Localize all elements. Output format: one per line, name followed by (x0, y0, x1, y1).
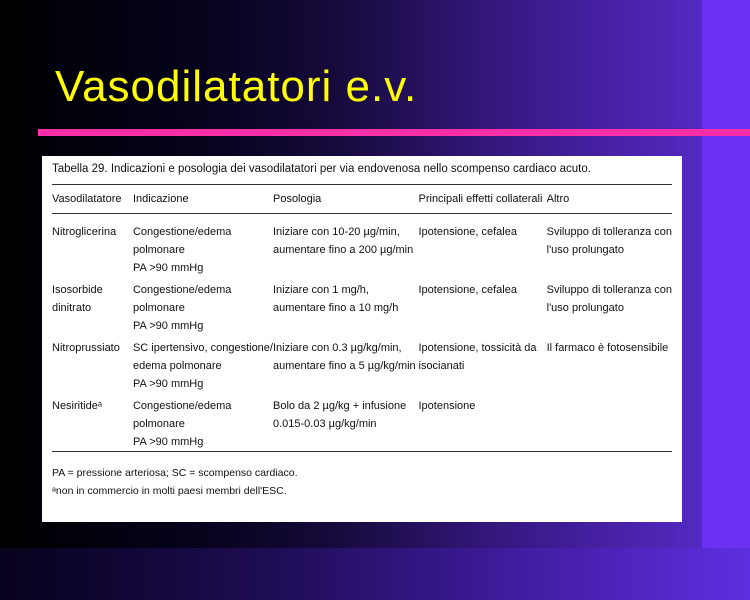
cell-line: Bolo da 2 µg/kg + infusione (272, 400, 407, 412)
column-header-indication: Indicazione (132, 193, 189, 205)
cell-side-effects (419, 393, 547, 452)
cell-other (547, 214, 672, 278)
cell-side-effects (419, 277, 547, 335)
vasodilator-table (52, 185, 672, 452)
right-accent-stripe (702, 0, 750, 600)
cell-line: Iniziare con 10-20 µg/min, (272, 226, 400, 238)
cell-line: isocianati (418, 360, 465, 372)
bottom-band (0, 548, 750, 600)
cell-line: Nitroprussiato (52, 342, 120, 354)
cell-line: l'uso prolungato (546, 302, 624, 314)
title-underline (38, 129, 750, 136)
cell-line: polmonare (132, 302, 185, 314)
column-header-drug: Vasodilatatore (52, 193, 122, 205)
cell-dosage (273, 214, 419, 278)
cell-line: Ipotensione, cefalea (418, 226, 517, 238)
table-row (52, 335, 672, 393)
cell-dosage (273, 335, 419, 393)
cell-line: Sviluppo di tolleranza con (546, 284, 672, 296)
table-caption: Tabella 29. Indicazioni e posologia dei vasodilatatori per via endovenosa nello scompenso cardiaco acuto. (52, 163, 591, 175)
cell-line: PA >90 mmHg (132, 378, 204, 390)
cell-line: Isosorbide (52, 284, 103, 296)
cell-drug (52, 214, 133, 278)
cell-line: PA >90 mmHg (132, 320, 204, 332)
cell-indication (133, 335, 273, 393)
cell-line: PA >90 mmHg (132, 262, 204, 274)
cell-line: SC ipertensivo, congestione/ (132, 342, 273, 354)
cell-indication (133, 277, 273, 335)
table-row (52, 393, 672, 452)
cell-side-effects (419, 214, 547, 278)
cell-line: 0.015-0.03 µg/kg/min (272, 418, 377, 430)
cell-line: Ipotensione, tossicità da (418, 342, 537, 354)
cell-drug (52, 335, 133, 393)
table-image (42, 156, 682, 522)
column-header-side-effects: Principali effetti collaterali (418, 193, 543, 205)
cell-indication (133, 214, 273, 278)
cell-other (547, 277, 672, 335)
column-header-other: Altro (546, 193, 570, 205)
cell-line: Iniziare con 1 mg/h, (272, 284, 369, 296)
table-row (52, 214, 672, 278)
column-header-dosage: Posologia (272, 193, 322, 205)
cell-drug (52, 393, 133, 452)
slide-title: Vasodilatatori e.v. (55, 62, 418, 111)
cell-other (547, 393, 672, 452)
cell-dosage (273, 277, 419, 335)
cell-line: aumentare fino a 200 µg/min (272, 244, 414, 256)
cell-line: Nitroglicerina (52, 226, 117, 238)
table-footnotes (52, 464, 672, 500)
cell-line: Il farmaco è fotosensibile (546, 342, 669, 354)
cell-line: polmonare (132, 244, 185, 256)
cell-side-effects (419, 335, 547, 393)
cell-line: Congestione/edema (132, 226, 232, 238)
cell-line: l'uso prolungato (546, 244, 624, 256)
cell-dosage (273, 393, 419, 452)
cell-line: edema polmonare (132, 360, 222, 372)
cell-line: Sviluppo di tolleranza con (546, 226, 672, 238)
cell-line: Ipotensione, cefalea (418, 284, 517, 296)
cell-line: polmonare (132, 418, 185, 430)
cell-line: dinitrato (52, 302, 92, 314)
cell-line: PA >90 mmHg (132, 436, 204, 448)
cell-line: Iniziare con 0.3 µg/kg/min, (272, 342, 402, 354)
cell-line: Ipotensione (418, 400, 476, 412)
cell-line: aumentare fino a 5 µg/kg/min (272, 360, 416, 372)
cell-other (547, 335, 672, 393)
cell-line: aumentare fino a 10 mg/h (272, 302, 399, 314)
table-row (52, 277, 672, 335)
table-header-row (52, 185, 672, 214)
cell-drug (52, 277, 133, 335)
cell-line: Congestione/edema (132, 284, 232, 296)
footnote-abbreviations: PA = pressione arteriosa; SC = scompenso cardiaco. (52, 467, 298, 479)
cell-indication (133, 393, 273, 452)
cell-line: Nesiritideᵃ (52, 400, 102, 412)
footnote-availability: ᵃnon in commercio in molti paesi membri dell'ESC. (52, 485, 287, 497)
table-body (52, 214, 672, 452)
cell-line: Congestione/edema (132, 400, 232, 412)
